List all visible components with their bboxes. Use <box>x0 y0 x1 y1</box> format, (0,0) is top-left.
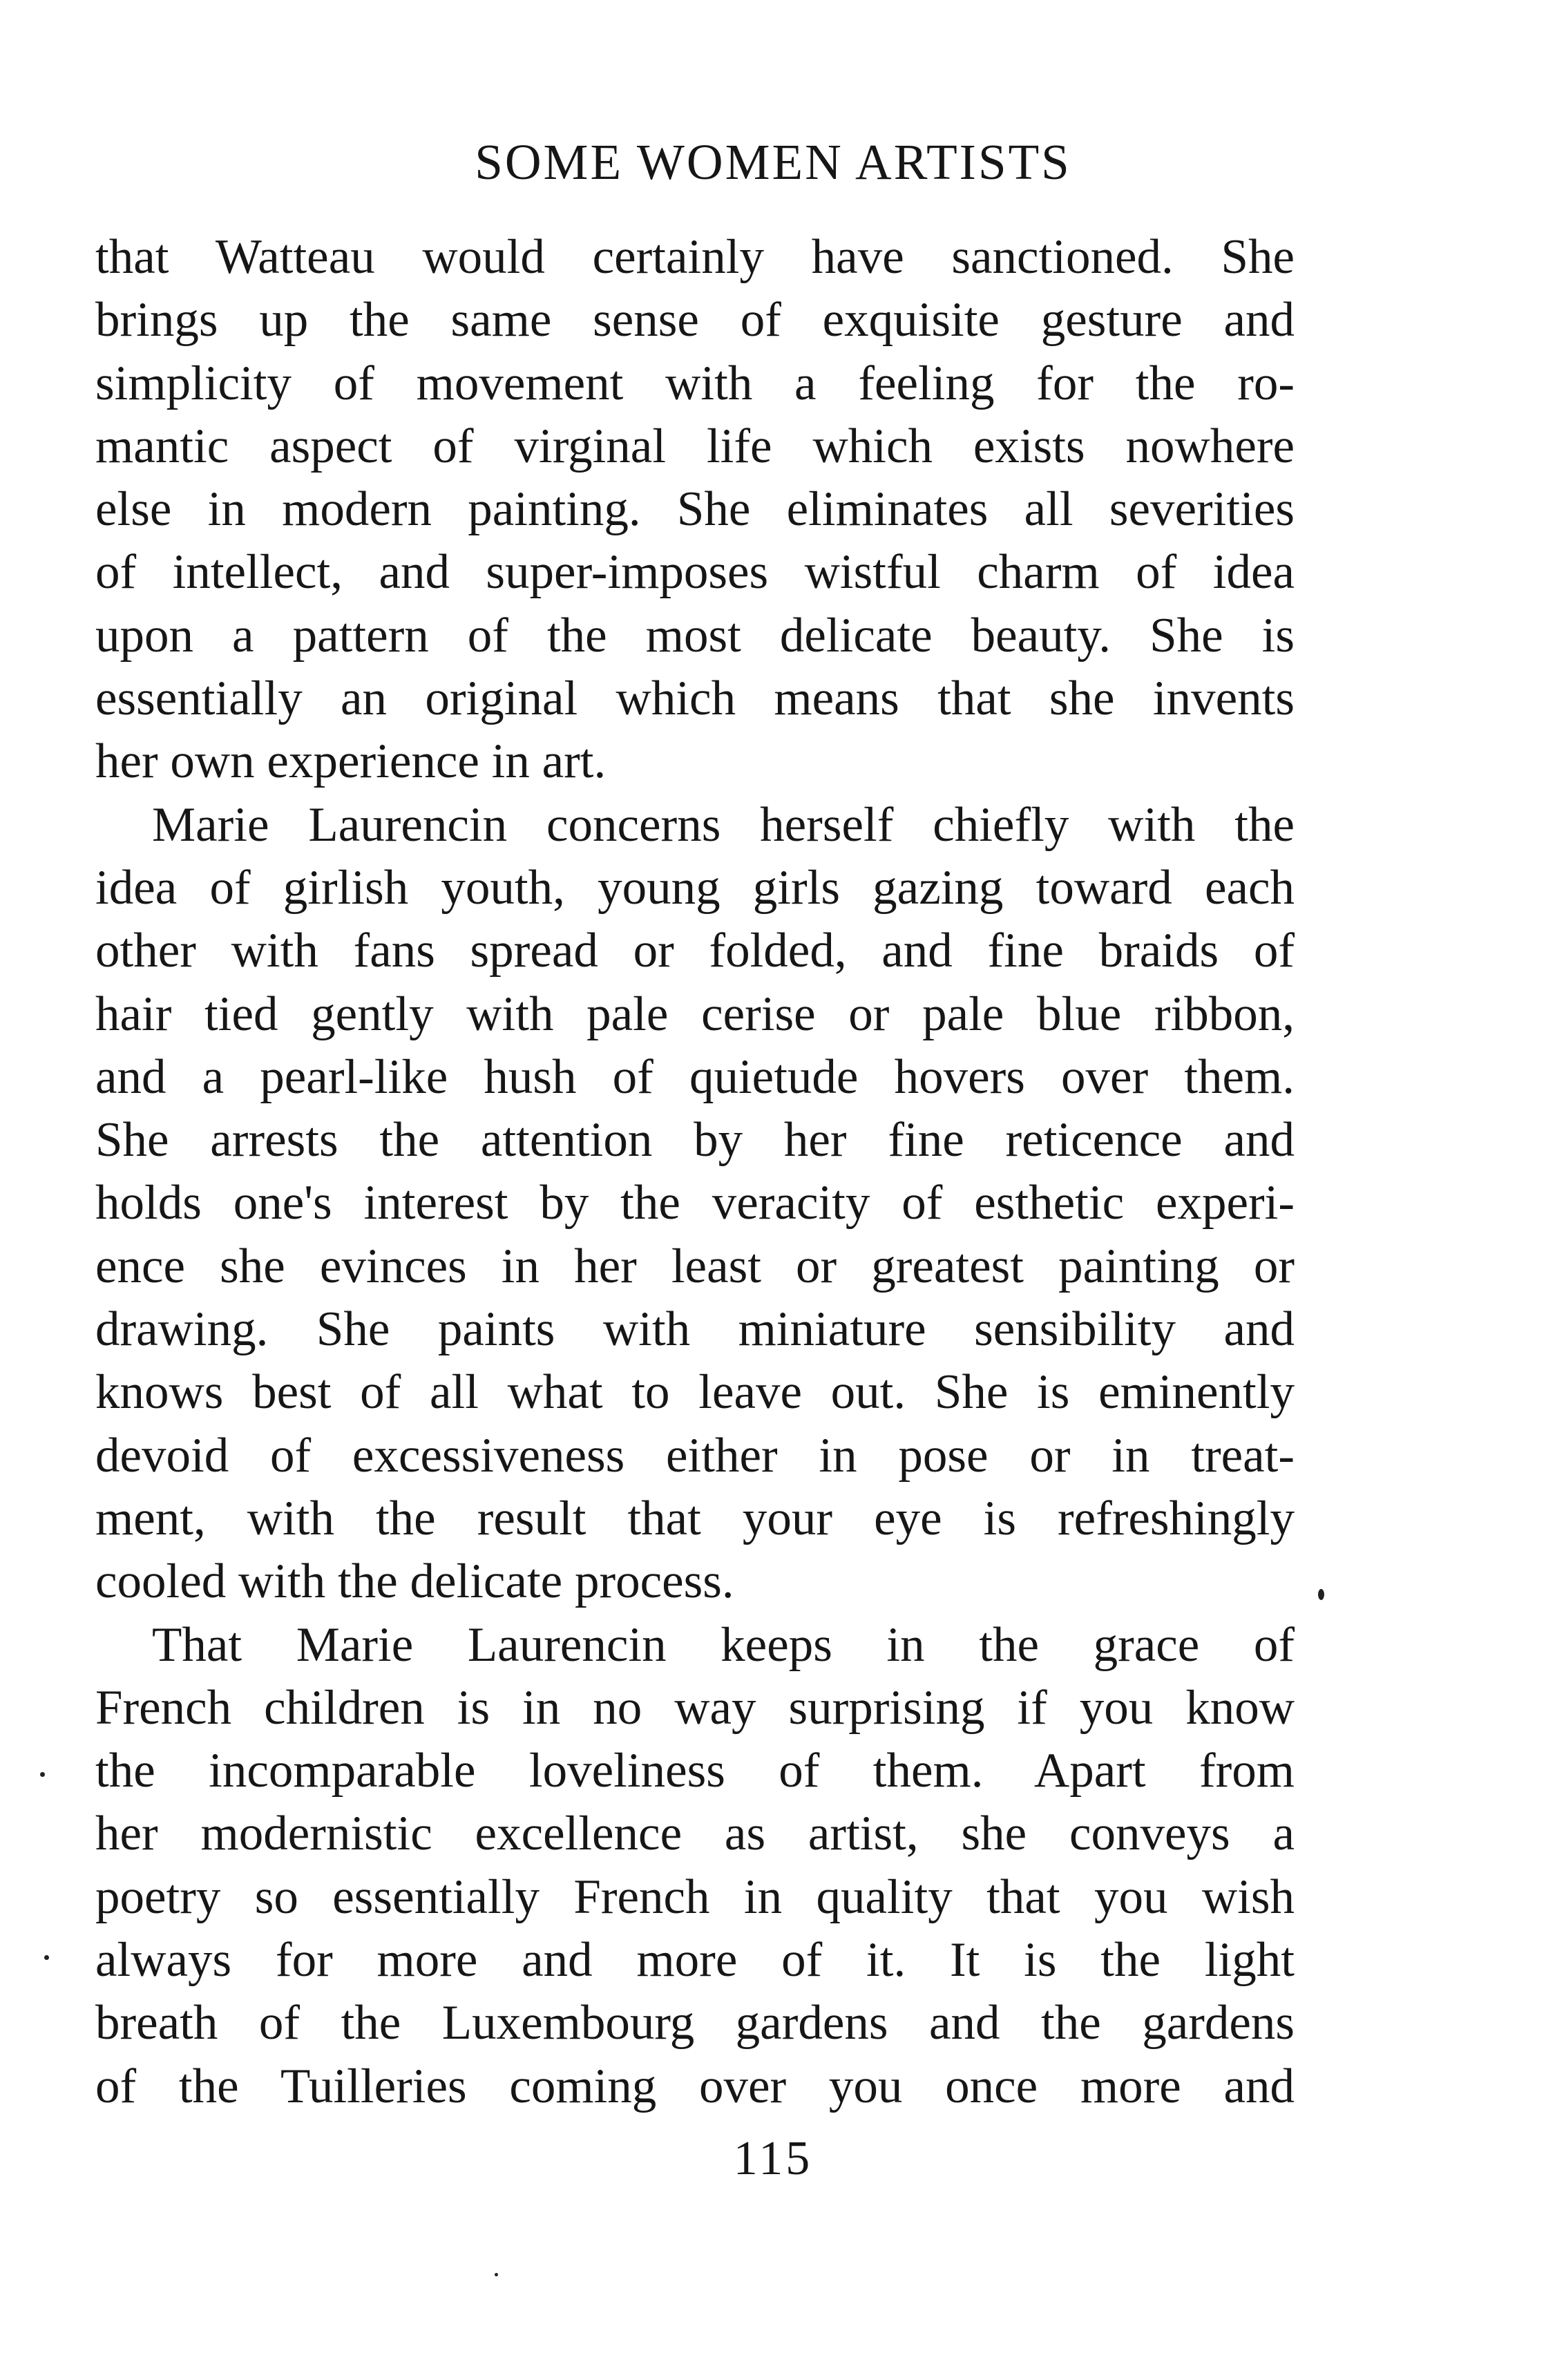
scan-speck <box>44 1955 49 1960</box>
text-line: holds one's interest by the veracity of esthetic experi- <box>95 1176 1295 1230</box>
text-line: upon a pattern of the most delicate beauty. She is <box>95 608 1295 663</box>
scan-speck <box>40 1772 45 1777</box>
text-line: the incomparable loveliness of them. Apart from <box>95 1744 1295 1798</box>
text-line: breath of the Luxembourg gardens and the gardens <box>95 1996 1295 2050</box>
text-line: hair tied gently with pale cerise or pale blue ribbon, <box>95 987 1295 1041</box>
text-line: devoid of excessiveness either in pose or in treat- <box>95 1428 1295 1483</box>
body-text <box>95 226 1295 2118</box>
text-line: French children is in no way surprising if you know <box>95 1680 1295 1735</box>
text-line: brings up the same sense of exquisite gesture and <box>95 293 1295 348</box>
text-line: of the Tuilleries coming over you once more and <box>95 2059 1295 2113</box>
text-line: else in modern painting. She eliminates all severities <box>95 482 1295 537</box>
text-line: drawing. She paints with miniature sensibility and <box>95 1302 1295 1357</box>
text-line: She arrests the attention by her fine reticence and <box>95 1113 1295 1168</box>
text-line: and a pearl-like hush of quietude hovers over them. <box>95 1049 1295 1104</box>
text-line: that Watteau would certainly have sanctioned. She <box>95 230 1295 284</box>
scan-speck <box>1318 1589 1324 1600</box>
text-line: always for more and more of it. It is the light <box>95 1933 1295 1988</box>
text-line: other with fans spread or folded, and fine braids of <box>95 924 1295 978</box>
scan-speck <box>495 2273 498 2276</box>
text-line: her own experience in art. <box>95 734 607 789</box>
text-line: poetry so essentially French in quality that you wish <box>95 1869 1295 1924</box>
text-line: idea of girlish youth, young girls gazing toward each <box>95 860 1295 915</box>
text-line: Marie Laurencin concerns herself chiefly with the <box>152 797 1295 852</box>
text-line: ment, with the result that your eye is refreshingly <box>95 1491 1295 1545</box>
text-line: cooled with the delicate process. <box>95 1554 734 1609</box>
text-line: of intellect, and super-imposes wistful charm of idea <box>95 545 1295 600</box>
text-line: mantic aspect of virginal life which exists nowhere <box>95 419 1295 473</box>
running-head: SOME WOMEN ARTISTS <box>475 134 1071 190</box>
text-line: essentially an original which means that she invents <box>95 672 1295 726</box>
text-line: her modernistic excellence as artist, she conveys a <box>95 1807 1295 1861</box>
page-number: 115 <box>733 2132 813 2185</box>
text-line: That Marie Laurencin keeps in the grace of <box>152 1617 1295 1672</box>
text-line: knows best of all what to leave out. She is eminently <box>95 1365 1295 1420</box>
text-line: ence she evinces in her least or greatest painting or <box>95 1239 1295 1293</box>
text-line: simplicity of movement with a feeling for the ro- <box>95 356 1295 410</box>
